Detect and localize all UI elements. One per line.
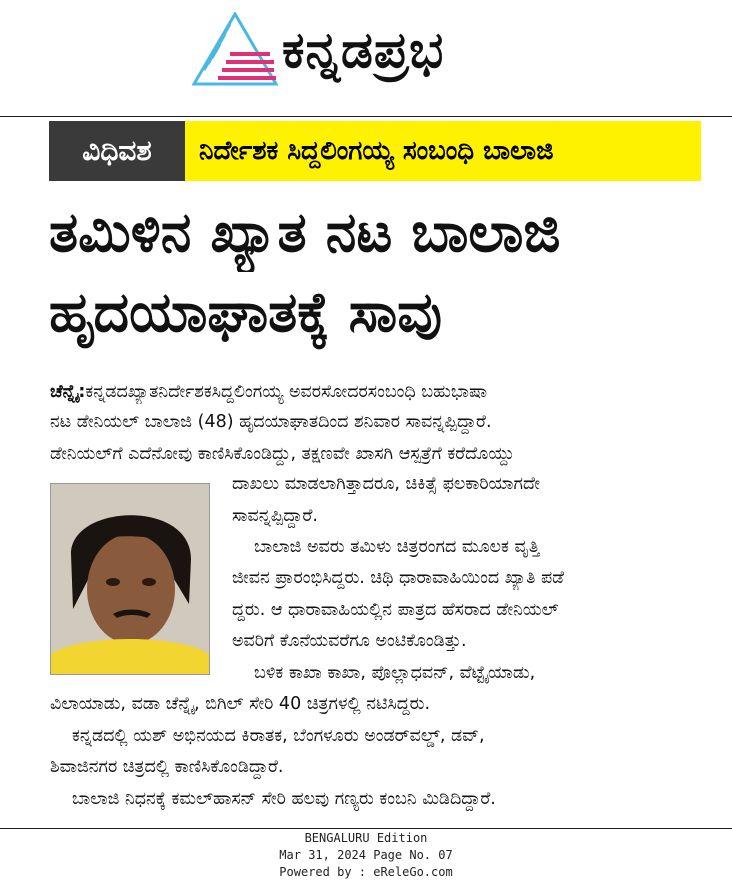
masthead-divider	[0, 116, 732, 117]
newspaper-name: ಕನ್ನಡಪ್ರಭ	[282, 21, 445, 79]
article-line: ಅವರಿಗೆ ಕೊನೆಯವರೆಗೂ ಅಂಟಿಕೊಂಡಿತ್ತು.	[232, 631, 467, 651]
article-line: ಬಾಲಾಜಿ ಅವರು ತಮಿಳು ಚಿತ್ರರಂಗದ ಮೂಲಕ ವೃತ್ತಿ	[254, 537, 540, 557]
actor-photo	[50, 483, 210, 675]
footer-divider	[0, 828, 732, 829]
article-line: ಡೇನಿಯಲ್‌ಗೆ ಎದೆನೋವು ಕಾಣಿಸಿಕೊಂಡಿದ್ದು, ತಕ್ಷಣವೇ ಖಾಸಗಿ ಆಸ್ಪತ್ರೆಗೆ ಕರೆದೊಯ್ದು	[50, 444, 515, 464]
article-line: ವಿಲಾಯಾಡು, ವಡಾ ಚೆನ್ನೈ, ಬಿಗಿಲ್ ಸೇರಿ 40 ಚಿತ್ರಗಳಲ್ಲಿ ನಟಿಸಿದ್ದರು.	[50, 694, 431, 714]
article-line: ಜೀವನ ಪ್ರಾರಂಭಿಸಿದ್ದರು. ಚಿಥಿ ಧಾರಾವಾಹಿಯಿಂದ ಖ್ಯಾತಿ ಪಡೆ	[232, 568, 565, 588]
kannada-prabha-logo-icon	[192, 12, 278, 86]
kicker-text: ನಿರ್ದೇಶಕ ಸಿದ್ದಲಿಂಗಯ್ಯ ಸಂಬಂಧಿ ಬಾಲಾಜಿ	[185, 121, 701, 181]
article-line: ಬಳಿಕ ಕಾಖಾ ಕಾಖಾ, ಪೊಲ್ಲಾಧವನ್, ವೆಟ್ಟೈಯಾಡು,	[254, 663, 536, 683]
footer-powered-by: Powered by : eReleGo.com	[279, 865, 453, 879]
article-line: ದ್ದರು. ಆ ಧಾರಾವಾಹಿಯಲ್ಲಿನ ಪಾತ್ರದ ಹೆಸರಾದ ಡೇನಿಯಲ್	[232, 600, 559, 620]
headline-line-2: ಹೃದಯಾಘಾತಕ್ಕೆ ಸಾವು	[49, 280, 443, 344]
article-line	[50, 380, 714, 404]
footer-edition: BENGALURU Edition	[304, 831, 428, 845]
article-line: ಸಾವನ್ನಪ್ಪಿದ್ದಾರೆ.	[232, 506, 318, 526]
kicker-tag: ವಿಧಿವಶ	[49, 121, 185, 181]
article-line: ಬಾಲಾಜಿ ನಿಧನಕ್ಕೆ ಕಮಲ್‌ಹಾಸನ್ ಸೇರಿ ಹಲವು ಗಣ್ಯರು ಕಂಬನಿ ಮಿಡಿದಿದ್ದಾರೆ.	[72, 789, 496, 809]
article-line: ದಾಖಲು ಮಾಡಲಾಗಿತ್ತಾದರೂ, ಚಿಕಿತ್ಸೆ ಫಲಕಾರಿಯಾಗದೇ	[232, 474, 540, 494]
masthead	[0, 0, 732, 116]
footer-date-page: Mar 31, 2024 Page No. 07	[279, 848, 453, 862]
headline-line-1: ತಮಿಳಿನ ಖ್ಯಾತ ನಟ ಬಾಲಾಜಿ	[49, 200, 561, 264]
article-line: ಶಿವಾಜಿನಗರ ಚಿತ್ರದಲ್ಲಿ ಕಾಣಿಸಿಕೊಂಡಿದ್ದಾರೆ.	[50, 757, 284, 777]
footer	[0, 830, 732, 881]
dateline: ಚೆನ್ನೈ:	[50, 382, 86, 402]
article-line: ಕನ್ನಡದಲ್ಲಿ ಯಶ್ ಅಭಿನಯದ ಕಿರಾತಕ, ಬೆಂಗಳೂರು ಅಂಡರ್‌ವಲ್ಡ್, ಡವ್,	[72, 726, 485, 746]
article-line: ನಟ ಡೇನಿಯಲ್ ಬಾಲಾಜಿ (48) ಹೃದಯಾಘಾತದಿಂದ ಶನಿವಾರ ಸಾವನ್ನಪ್ಪಿದ್ದಾರೆ.	[50, 412, 492, 432]
portrait-image-icon	[51, 484, 209, 674]
article-line-text: ಕನ್ನಡದಖ್ಯಾತನಿರ್ದೇಶಕಸಿದ್ದಲಿಂಗಯ್ಯ ಅವರಸೋದರಸಂಬಂಧಿ ಬಹುಭಾಷಾ	[85, 382, 488, 402]
headline	[49, 192, 709, 352]
kicker-bar	[49, 121, 701, 181]
